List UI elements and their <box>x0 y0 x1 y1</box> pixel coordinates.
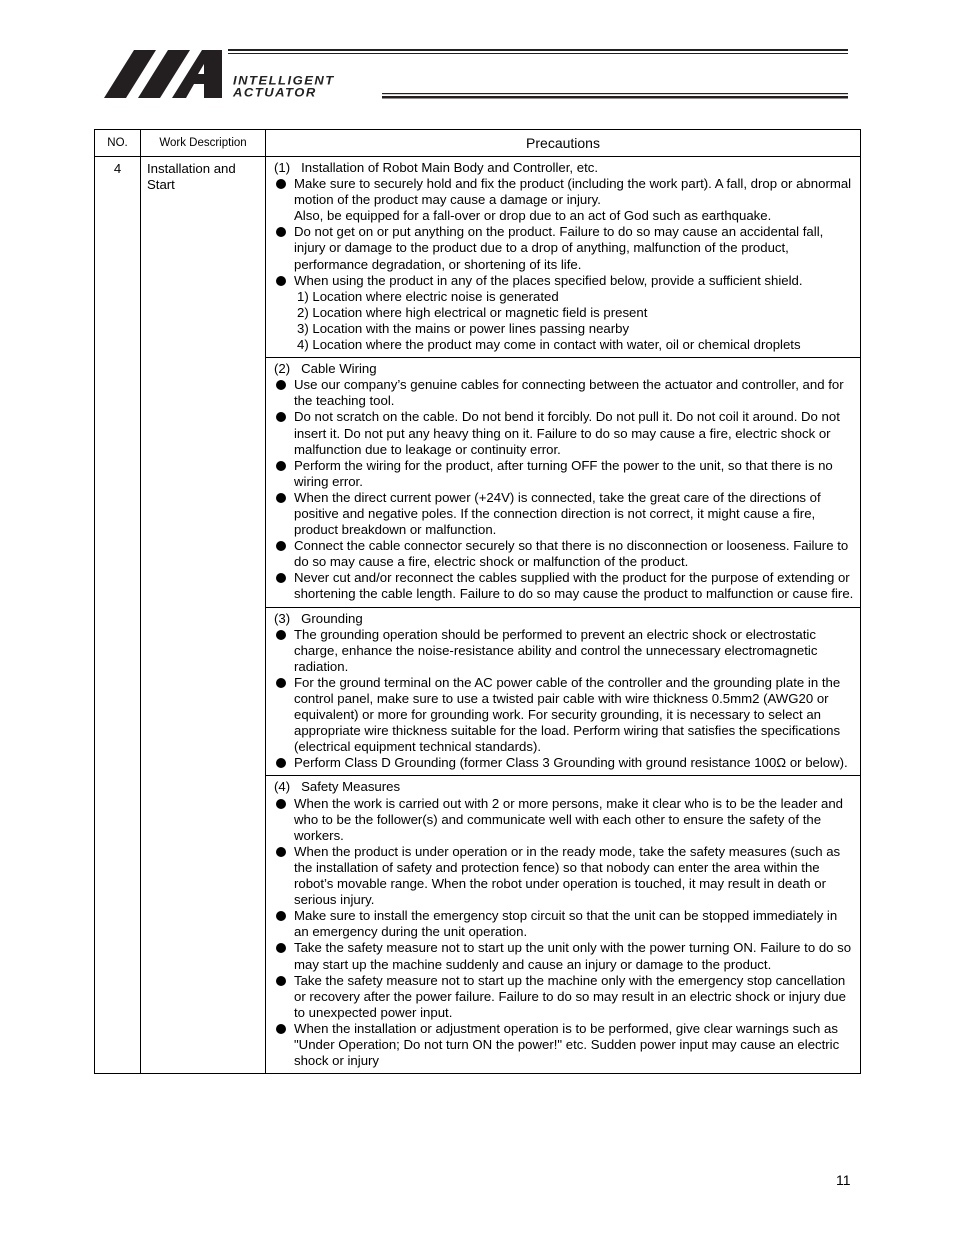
section-title: (4) Safety Measures <box>274 779 401 795</box>
bullet-icon <box>276 461 286 471</box>
row-number: 4 <box>95 157 141 1074</box>
bullet-icon <box>276 799 286 809</box>
list-item <box>274 538 854 570</box>
list-item <box>274 570 854 602</box>
bullet-icon <box>276 541 286 551</box>
list-item-text: Take the safety measure not to start up the machine only with the emergency stop cancellation or recovery after the power failure. Failure to do so may result in an electric shock or injury due to unexpected power input. <box>294 972 846 1020</box>
bullet-icon <box>276 758 286 768</box>
list-item-text: Use our company’s genuine cables for connecting between the actuator and controller, and for the teaching tool. <box>294 377 844 409</box>
list-item-continuation: Also, be equipped for a fall-over or drop due to an act of God such as earthquake. <box>294 208 772 224</box>
precaution-section-installation <box>266 157 861 358</box>
bullet-icon <box>276 911 286 921</box>
sub-list-item: 4) Location where the product may come in contact with water, oil or chemical droplets <box>297 337 801 353</box>
list-item <box>274 940 854 972</box>
list-item <box>274 1021 854 1069</box>
precaution-section-grounding <box>266 607 861 776</box>
list-item <box>274 908 854 940</box>
column-header-precautions: Precautions <box>266 130 861 157</box>
list-item <box>274 973 854 1021</box>
page-number: 11 <box>836 1172 851 1188</box>
section-title: (1) Installation of Robot Main Body and Controller, etc. <box>274 160 598 175</box>
bullet-icon <box>276 573 286 583</box>
bullet-icon <box>276 380 286 390</box>
list-item-text: When the work is carried out with 2 or more persons, make it clear who is to be the leader and who to be the follower(s) and communicate well with each other to ensure the safety of the workers. <box>294 795 844 843</box>
bullet-icon <box>276 678 286 688</box>
list-item <box>274 176 854 208</box>
list-item-text: Make sure to install the emergency stop circuit so that the unit can be stopped immediately in an emergency during the unit operation. <box>294 908 838 940</box>
table-row <box>95 157 861 358</box>
list-item <box>274 844 854 908</box>
list-item-text: Do not get on or put anything on the product. Failure to do so may cause an accidental fall, injury or damage to the product due to a drop of anything, malfunction of the product, performance degradation, or shortening of its life. <box>294 224 824 272</box>
list-item <box>274 755 854 771</box>
list-item <box>274 490 854 538</box>
section-title: (2) Cable Wiring <box>274 361 377 377</box>
list-item-text: Perform Class D Grounding (former Class 3 Grounding with ground resistance 100Ω or below). <box>294 755 848 771</box>
precaution-section-safety-measures <box>266 776 861 1074</box>
list-item <box>274 409 854 457</box>
list-item-text: Perform the wiring for the product, after turning OFF the power to the unit, so that there is no wiring error. <box>294 457 833 489</box>
list-item-text: When the product is under operation or in the ready mode, take the safety measures (such as the installation of safety and protection fence) so that nobody can enter the area within the robot’s movable range. When the robot under operation is touched, it may result in death or serious injury. <box>294 843 841 908</box>
list-item-text: Take the safety measure not to start up the unit only with the power turning ON. Failure to do so may start up the machine suddenly and cause an injury or damage to the product. <box>294 940 852 972</box>
list-item-text: When the installation or adjustment operation is to be performed, give clear warnings such as "Under Operation; Do not turn ON the power!" etc. Sudden power input may cause an electric shock or injury <box>294 1020 840 1069</box>
row-work-description: Installation and Start <box>141 157 266 1074</box>
company-logo <box>104 48 854 102</box>
precautions-table <box>94 129 861 1074</box>
bullet-icon <box>276 847 286 857</box>
table-header-row <box>95 130 861 157</box>
list-item <box>274 377 854 409</box>
bullet-icon <box>276 976 286 986</box>
bullet-icon <box>276 227 286 237</box>
list-item <box>274 675 854 755</box>
column-header-work-description: Work Description <box>141 130 266 157</box>
sub-list-item: 3) Location with the mains or power lines passing nearby <box>297 320 630 336</box>
list-item-text: Connect the cable connector securely so that there is no disconnection or looseness. Failure to do so may cause a fire, electric shock or malfunction of the product. <box>294 538 849 570</box>
list-item-text: When using the product in any of the places specified below, provide a sufficient shield. <box>294 272 803 288</box>
bullet-icon <box>276 943 286 953</box>
list-item <box>274 796 854 844</box>
sub-list-item: 1) Location where electric noise is generated <box>297 288 559 304</box>
logo-line-2: ACTUATOR <box>233 85 317 100</box>
list-item-text: Never cut and/or reconnect the cables supplied with the product for the purpose of extending or shortening the cable length. Failure to do so may cause the product to malfunction or cause fire. <box>294 570 854 602</box>
bullet-icon <box>276 493 286 503</box>
list-item-text: Make sure to securely hold and fix the product (including the work part). A fall, drop or abnormal motion of the product may cause a damage or injury. <box>294 176 852 208</box>
column-header-no: NO. <box>95 130 141 157</box>
list-item-text: For the ground terminal on the AC power cable of the controller and the grounding plate in the control panel, make sure to use a twisted pair cable with wire thickness 0.5mm2 (AWG20 or equivalent) or more for grounding work. For security grounding, it is necessary to select an appropriate wire thickness suitable for the load. Perform wiring that satisfies the specifications (electrical equipment technical standards). <box>294 674 841 755</box>
list-item <box>274 627 854 675</box>
logo-wordmark <box>233 75 335 99</box>
bullet-icon <box>276 630 286 640</box>
list-item-text: The grounding operation should be performed to prevent an electric shock or electrostatic charge, enhance the noise-resistance ability and control the unnecessary electromagnetic radiation. <box>294 626 818 674</box>
bullet-icon <box>276 1024 286 1034</box>
list-item-text: When the direct current power (+24V) is connected, take the great care of the directions of positive and negative poles. If the connection direction is not correct, it might cause a fire, product breakdown or malfunction. <box>294 489 821 538</box>
precaution-section-cable-wiring <box>266 358 861 607</box>
list-item-text: Do not scratch on the cable. Do not bend it forcibly. Do not pull it. Do not coil it around. Do not insert it. Do not put any heavy thing on it. Failure to do so may cause a fire, electric shock or malfunction due to leakage or continuity error. <box>294 409 840 457</box>
bullet-icon <box>276 412 286 422</box>
list-item <box>274 458 854 490</box>
list-item <box>274 273 854 289</box>
list-item <box>274 224 854 272</box>
section-title: (3) Grounding <box>274 610 363 626</box>
logo-line-1: INTELLIGENT <box>233 73 335 88</box>
sub-list-item: 2) Location where high electrical or magnetic field is present <box>297 304 648 320</box>
bullet-icon <box>276 179 286 189</box>
bullet-icon <box>276 276 286 286</box>
